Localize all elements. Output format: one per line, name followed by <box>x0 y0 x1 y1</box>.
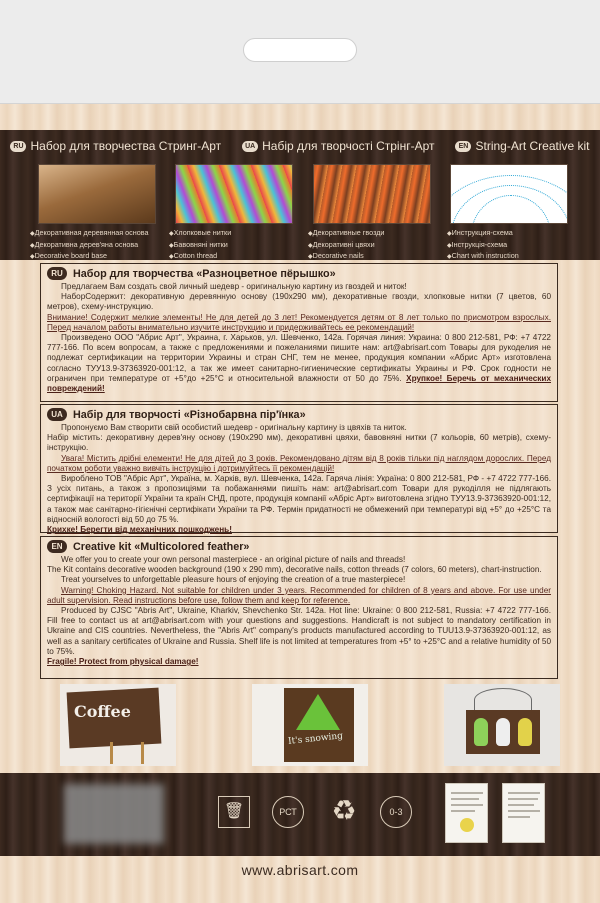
coffee-label: Coffee <box>74 702 131 721</box>
trash-bin-icon: 🗑 <box>218 796 250 828</box>
ru-producer-text: Произведено ООО "Абрис Арт", Украина, г. Харьков, ул. Шевченко, 142а. Горячая линия: Украина: 0 800 212-581, РФ: +7 4722 777-166. По всем вопросам, а также с предложениями и пожеланиями пишите нам: art@abrisart.com Товары для рукоделия не подлежат сертификации на территории Украины и стран СНГ, тем не менее, продукция компании «Абрис Арт» изготовлена согласно ТУУ13.9-37363920-001:12, а так же имеет санитарно-гигиенические сертификаты Украины и РФ. Срок годности не ограничен при температуре от +5°до +25°С и относительной влажности от 50 до 75%. <box>47 333 551 383</box>
caption-nails <box>308 228 436 261</box>
description-ua-header <box>47 408 551 421</box>
flag-en-badge-icon: EN <box>47 540 67 553</box>
caption-line: ◆ Декоративна дерев'яна основа <box>30 240 158 252</box>
tree-icon <box>296 694 340 730</box>
en-intro: We offer you to create your own personal masterpiece - an original picture of nails and threads! <box>61 555 406 564</box>
ru-warning: Внимание! Содержит мелкие элементы! Не для детей до 3 лет! Рекомендуется детям от 8 лет только по присмотром взрослых. Перед началом работы внимательно изучите инструкцию и придерживайтесь ее рекомендаций! <box>47 312 551 332</box>
certificate-2-icon <box>502 783 545 843</box>
caption-line: ◆ Cotton thread <box>169 251 297 263</box>
photo-coffee <box>60 684 176 766</box>
ua-intro: Пропонуємо Вам створити свій особистий шедевр - оригінальну картину із цвяхів та ниток. <box>61 423 407 432</box>
hanger-hole <box>243 38 357 62</box>
ua-producer: Вироблено ТОВ "Абріс Арт", Україна, м. Харків, вул. Шевченка, 142а. Гаряча лінія: Україна: 0 800 212-581, РФ - +7 4722 777-166. З усіх питань, а також з пропозиціями та побажаннями пишіть нам: art@abrisart.com Товари для рукоділля не підлягають сертифікації на території України та країн СНД, проте, продукція компанії «Абріс Арт» виготовлена згідно ТУУ13.9-37363920-001:12, а також має санітарно-гігієнічні сертифікати України та РФ. Термін придатності не обмежений при температурі від +5° до +25°С та відносній вологості від 50 до 75 %. <box>47 474 551 524</box>
blurred-barcode <box>64 784 164 844</box>
contents-captions <box>30 228 575 261</box>
en-contents: The Kit contains decorative wooden background (190 x 290 mm), decorative nails, cotton threads (7 colors, 60 meters), chart-instruction. <box>47 565 542 575</box>
ru-fragile: Хрупкое! Беречь от механических повреждений! <box>47 373 551 394</box>
rst-mark-icon: РСТ <box>272 796 304 828</box>
description-en-header <box>47 540 551 553</box>
bunny-icon <box>474 718 488 746</box>
description-ru-header <box>47 267 551 280</box>
hanger-tab <box>0 0 600 104</box>
caption-line: ◆ Инструкция-схема <box>447 228 575 240</box>
caption-line: ◆ Декоративная деревянная основа <box>30 228 158 240</box>
contents-thumbnails <box>38 164 568 224</box>
caption-board <box>30 228 158 261</box>
flag-ua-badge-icon: UA <box>47 408 67 421</box>
caption-line: ◆ Декоративные гвозди <box>308 228 436 240</box>
easel-icon <box>110 742 144 764</box>
not-for-small-children-icon: 0-3 <box>380 796 412 828</box>
caption-scheme <box>447 228 575 261</box>
kit-title-en <box>455 139 589 153</box>
website-url[interactable]: www.abrisart.com <box>241 862 359 878</box>
ua-warning: Увага! Містить дрібні елементи! Не для дітей до 3 років. Рекомендовано дітям від 8 років тільки під наглядом дорослих. Перед початком роботи уважно вивчіть інструкцію і дотримуйтесь її рекомендацій! <box>47 453 551 473</box>
flag-en-icon: EN <box>455 141 471 152</box>
bunny-icon <box>496 718 510 746</box>
description-ua <box>40 404 558 533</box>
en-fragile: Fragile! Protect from physical damage! <box>47 657 199 667</box>
ru-intro: Предлагаем Вам создать свой личный шедевр - оригинальную картину из гвоздей и ниток! <box>61 282 407 291</box>
en-producer: Produced by CJSC "Abris Art", Ukraine, Kharkiv, Shevchenko Str. 142a. Hot line: Ukraine: 0 800 212-581, Russia: +7 4722 777-166. Fill free to contact us at art@abrisart.com with your questions and suggestions. Handicraft is not subject to mandatory certification in Ukraine and CIS countries. Nevertheless, the "Abris Art" company's products manufactured according to TUU13.9-37363920-001:12, as well as a sanitary certificates of Ukraine and Russia. Shelf life is not limited at temperatures from +5° to +25°C and a relative humidity of 50 to 75%. <box>47 606 551 656</box>
description-en <box>40 536 558 679</box>
flag-ua-icon: UA <box>242 141 258 152</box>
description-en-title: Creative kit «Multicolored feather» <box>73 540 250 553</box>
flag-ru-badge-icon: RU <box>47 267 67 280</box>
ru-contents: НаборСодержит: декоративную деревянную основу (190x290 мм), декоративные гвозди, хлопковые нитки (7 цветов, 60 метров), схему-инструкцию. <box>47 292 551 312</box>
kit-title-row <box>0 136 600 156</box>
snowing-label: It's snowing <box>287 731 344 747</box>
caption-line: ◆ Декоративні цвяхи <box>308 240 436 252</box>
caption-line: ◆ Інструкція-схема <box>447 240 575 252</box>
ru-producer <box>47 333 551 394</box>
photo-snowing <box>252 684 368 766</box>
kit-title-ua-text: Набір для творчості Стрінг-Арт <box>262 139 435 153</box>
description-ua-title: Набір для творчості «Різнобарвна пір'їнка» <box>73 408 306 421</box>
kit-title-ua <box>242 139 434 153</box>
en-warning: Warning! Choking Hazard. Not suitable for children under 3 years. Recommended for children of 8 years and above. For use under adult supervision. Read instructions before use, follow them and keep for reference. <box>47 585 551 605</box>
caption-line: ◆ Decorative nails <box>308 251 436 263</box>
kit-title-ru <box>10 139 221 153</box>
cotton-thread-icon <box>175 164 293 224</box>
caption-line: ◆ Хлопковые нитки <box>169 228 297 240</box>
recycle-icon: ♻ <box>331 795 357 826</box>
en-treat: Treat yourselves to unforgettable pleasure hours of enjoying the creation of a true masterpiece! <box>61 575 406 585</box>
kit-title-en-text: String-Art Creative kit <box>475 139 590 153</box>
kit-title-ru-text: Набор для творчества Стринг-Арт <box>30 139 222 153</box>
caption-line: ◆ Chart with instruction <box>447 251 575 263</box>
ua-fragile: Крихке! Берегти від механічних пошкоджень! <box>47 525 232 535</box>
hanging-wire <box>474 688 532 712</box>
nails-icon <box>313 164 431 224</box>
ua-contents: Набір містить: декоративну дерев'яну основу (190х290 мм), декоративні цвяхи, бавовняні нитки (7 кольорів, 60 метрів), схему-інструкцію. <box>47 433 551 453</box>
bunny-icon <box>518 718 532 746</box>
description-ru <box>40 263 558 402</box>
example-photos <box>60 684 560 768</box>
scheme-icon <box>450 164 568 224</box>
photo-bunnies <box>444 684 560 766</box>
wooden-board-icon <box>38 164 156 224</box>
flag-ru-icon: RU <box>10 141 26 152</box>
caption-line: ◆ Бавовняні нитки <box>169 240 297 252</box>
caption-thread <box>169 228 297 261</box>
certificate-1-icon <box>445 783 488 843</box>
caption-line: ◆ Decorative board base <box>30 251 158 263</box>
description-ru-title: Набор для творчества «Разноцветное пёрышко» <box>73 267 336 280</box>
